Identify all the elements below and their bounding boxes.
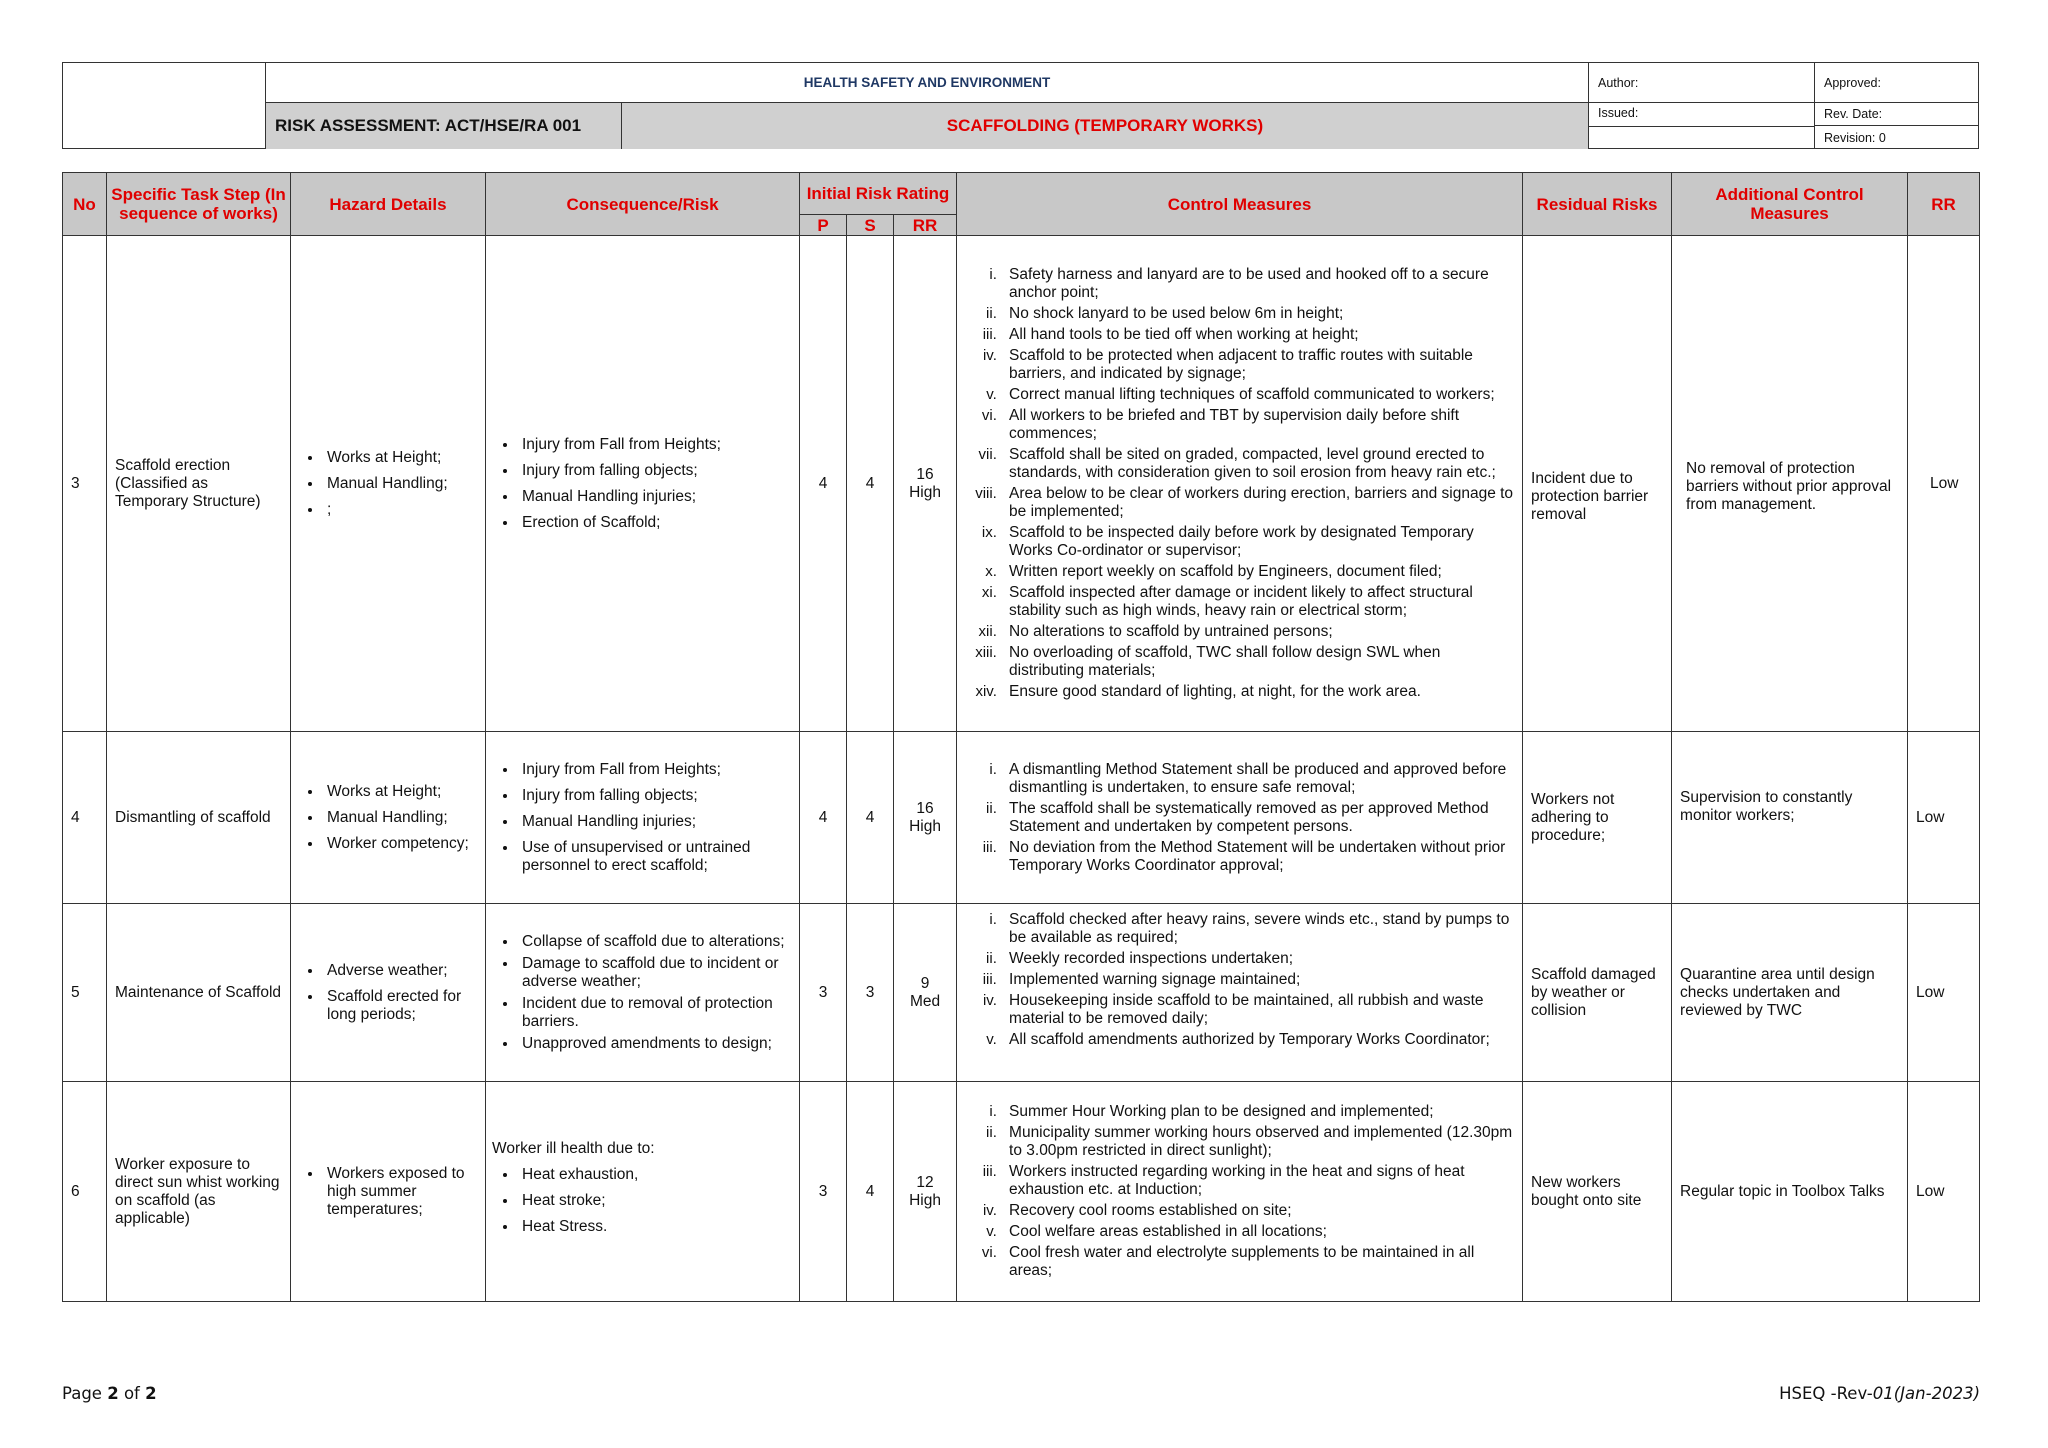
row-consequences — [486, 1082, 800, 1302]
row-controls — [957, 732, 1523, 904]
col-header-initial-risk: Initial Risk Rating — [800, 173, 957, 215]
col-header-task: Specific Task Step (In sequence of works) — [107, 173, 291, 236]
row-task: Worker exposure to direct sun whist working on scaffold (as applicable) — [107, 1082, 291, 1302]
list-item: vii. Scaffold shall be sited on graded, compacted, level ground erected to standards, with consideration given to soil erosion from heavy rain etc.; — [1001, 446, 1516, 482]
list-item: • Workers exposed to high summer temperatures; — [323, 1165, 477, 1219]
list-item: i. Scaffold checked after heavy rains, severe winds etc., stand by pumps to be available as required; — [1001, 911, 1516, 947]
row-p: 3 — [800, 1082, 847, 1302]
list-item: • Collapse of scaffold due to alterations; — [518, 933, 791, 951]
page-of: of — [123, 1384, 140, 1403]
list-item: vi. Cool fresh water and electrolyte supplements to be maintained in all areas; — [1001, 1244, 1516, 1280]
row-additional: Regular topic in Toolbox Talks — [1672, 1082, 1908, 1302]
row-task: Scaffold erection (Classified as Temporary Structure) — [107, 236, 291, 732]
rr-level: High — [909, 817, 941, 835]
page-prefix: Page — [62, 1384, 102, 1403]
col-header-p: P — [800, 215, 847, 236]
row-no: 3 — [63, 236, 107, 732]
hazard-list — [299, 449, 477, 519]
row-rr-final: Low — [1908, 904, 1980, 1082]
row-rr — [894, 236, 957, 732]
col-header-hazard: Hazard Details — [291, 173, 486, 236]
row-rr — [894, 904, 957, 1082]
list-item: • Manual Handling injuries; — [518, 813, 791, 831]
list-item: x. Written report weekly on scaffold by Engineers, document filed; — [1001, 563, 1516, 581]
table-row — [63, 732, 1980, 904]
row-s: 4 — [847, 732, 894, 904]
row-residual: New workers bought onto site — [1523, 1082, 1672, 1302]
list-item: • Adverse weather; — [323, 962, 477, 980]
control-list — [963, 761, 1516, 875]
list-item: • Use of unsupervised or untrained personnel to erect scaffold; — [518, 839, 791, 875]
row-task: Maintenance of Scaffold — [107, 904, 291, 1082]
hazard-list — [299, 783, 477, 853]
document-header — [62, 62, 1979, 149]
list-item: iv. Recovery cool rooms established on site; — [1001, 1202, 1516, 1220]
doc-ref-italic: 01(Jan-2023) — [1872, 1384, 1980, 1403]
row-no: 4 — [63, 732, 107, 904]
list-item: i. Summer Hour Working plan to be designed and implemented; — [1001, 1103, 1516, 1121]
list-item: iii. Implemented warning signage maintained; — [1001, 971, 1516, 989]
page-current: 2 — [107, 1384, 119, 1403]
list-item: • Manual Handling; — [323, 475, 477, 493]
control-list — [963, 1103, 1516, 1280]
row-residual: Workers not adhering to procedure; — [1523, 732, 1672, 904]
list-item: i. A dismantling Method Statement shall be produced and approved before dismantling is undertaken, to ensure safe removal; — [1001, 761, 1516, 797]
list-item: xiii. No overloading of scaffold, TWC shall follow design SWL when distributing materials; — [1001, 644, 1516, 680]
row-consequences — [486, 236, 800, 732]
table-row — [63, 1082, 1980, 1302]
list-item: • Injury from Fall from Heights; — [518, 436, 791, 454]
row-consequences — [486, 904, 800, 1082]
list-item: • Heat Stress. — [518, 1218, 791, 1236]
list-item: ii. Weekly recorded inspections undertaken; — [1001, 950, 1516, 968]
rr-value: 12 — [916, 1173, 934, 1191]
row-additional: No removal of protection barriers without prior approval from management. — [1672, 236, 1908, 732]
list-item: • ; — [323, 501, 477, 519]
list-item: i. Safety harness and lanyard are to be used and hooked off to a secure anchor point; — [1001, 266, 1516, 302]
row-hazards — [291, 236, 486, 732]
row-p: 3 — [800, 904, 847, 1082]
list-item: v. Cool welfare areas established in all locations; — [1001, 1223, 1516, 1241]
risk-assessment-subject: SCAFFOLDING (TEMPORARY WORKS) — [622, 103, 1588, 149]
list-item: • Erection of Scaffold; — [518, 514, 791, 532]
row-s: 4 — [847, 236, 894, 732]
list-item: • Scaffold erected for long periods; — [323, 988, 477, 1024]
row-rr-final: Low — [1908, 236, 1980, 732]
consequence-list — [494, 436, 791, 532]
row-additional: Supervision to constantly monitor workers; — [1672, 732, 1908, 904]
col-header-no: No — [63, 173, 107, 236]
rr-level: High — [909, 483, 941, 501]
row-p: 4 — [800, 236, 847, 732]
approved-field: Approved: — [1815, 63, 1979, 103]
hazard-list — [299, 1165, 477, 1219]
row-additional: Quarantine area until design checks undertaken and reviewed by TWC — [1672, 904, 1908, 1082]
list-item: iii. Workers instructed regarding working in the heat and signs of heat exhaustion etc. at Induction; — [1001, 1163, 1516, 1199]
list-item: • Injury from falling objects; — [518, 462, 791, 480]
col-header-s: S — [847, 215, 894, 236]
hse-title: HEALTH SAFETY AND ENVIRONMENT — [266, 63, 1588, 103]
list-item: • Worker competency; — [323, 835, 477, 853]
col-header-rr-final: RR — [1908, 173, 1980, 236]
row-hazards — [291, 1082, 486, 1302]
row-s: 3 — [847, 904, 894, 1082]
hazard-list — [299, 962, 477, 1024]
page-number — [62, 1384, 157, 1403]
rr-value: 9 — [920, 974, 930, 992]
list-item: iii. All hand tools to be tied off when working at height; — [1001, 326, 1516, 344]
rev-date-field: Rev. Date: — [1815, 103, 1979, 126]
rr-value: 16 — [916, 799, 934, 817]
list-item: ii. Municipality summer working hours observed and implemented (12.30pm to 3.00pm restricted in direct sunlight); — [1001, 1124, 1516, 1160]
risk-assessment-title: RISK ASSESSMENT: ACT/HSE/RA 001 — [266, 103, 622, 149]
doc-ref-plain: HSEQ -Rev- — [1779, 1384, 1873, 1403]
rr-level: Med — [909, 992, 941, 1010]
row-no: 6 — [63, 1082, 107, 1302]
row-rr-final: Low — [1908, 1082, 1980, 1302]
row-residual: Scaffold damaged by weather or collision — [1523, 904, 1672, 1082]
list-item: • Manual Handling; — [323, 809, 477, 827]
consequence-list — [494, 1166, 791, 1236]
col-header-consequence: Consequence/Risk — [486, 173, 800, 236]
list-item: • Damage to scaffold due to incident or adverse weather; — [518, 955, 791, 991]
list-item: ix. Scaffold to be inspected daily before work by designated Temporary Works Co-ordinator or supervisor; — [1001, 524, 1516, 560]
rr-value: 16 — [916, 465, 934, 483]
list-item: • Injury from Fall from Heights; — [518, 761, 791, 779]
row-rr-final: Low — [1908, 732, 1980, 904]
table-row — [63, 236, 1980, 732]
list-item: iii. No deviation from the Method Statement will be undertaken without prior Temporary Works Coordinator approval; — [1001, 839, 1516, 875]
table-row — [63, 904, 1980, 1082]
row-consequences — [486, 732, 800, 904]
row-controls — [957, 904, 1523, 1082]
revision-field: Revision: 0 — [1824, 130, 1886, 145]
list-item: • Manual Handling injuries; — [518, 488, 791, 506]
col-header-rr: RR — [894, 215, 957, 236]
list-item: iv. Scaffold to be protected when adjacent to traffic routes with suitable barriers, and indicated by signage; — [1001, 347, 1516, 383]
list-item: vi. All workers to be briefed and TBT by supervision daily before shift commences; — [1001, 407, 1516, 443]
control-list — [963, 911, 1516, 1049]
col-header-residual: Residual Risks — [1523, 173, 1672, 236]
row-s: 4 — [847, 1082, 894, 1302]
rr-level: High — [909, 1191, 941, 1209]
list-item: v. Correct manual lifting techniques of scaffold communicated to workers; — [1001, 386, 1516, 404]
row-task: Dismantling of scaffold — [107, 732, 291, 904]
list-item: • Injury from falling objects; — [518, 787, 791, 805]
page-total: 2 — [145, 1384, 157, 1403]
list-item: • Unapproved amendments to design; — [518, 1035, 791, 1053]
consequence-list — [494, 761, 791, 875]
list-item: • Works at Height; — [323, 783, 477, 801]
logo-placeholder — [63, 63, 266, 148]
issued-field: Issued: — [1589, 103, 1815, 149]
row-no: 5 — [63, 904, 107, 1082]
row-residual: Incident due to protection barrier removal — [1523, 236, 1672, 732]
list-item: ii. No shock lanyard to be used below 6m in height; — [1001, 305, 1516, 323]
row-controls — [957, 236, 1523, 732]
list-item: • Heat stroke; — [518, 1192, 791, 1210]
list-item: ii. The scaffold shall be systematically removed as per approved Method Statement and undertaken by competent persons. — [1001, 800, 1516, 836]
document-reference — [1779, 1384, 1980, 1403]
issued-divider — [1589, 126, 1815, 127]
risk-assessment-table — [62, 172, 1980, 1302]
author-field: Author: — [1589, 63, 1815, 103]
row-p: 4 — [800, 732, 847, 904]
list-item: v. All scaffold amendments authorized by Temporary Works Coordinator; — [1001, 1031, 1516, 1049]
control-list — [963, 266, 1516, 701]
list-item: iv. Housekeeping inside scaffold to be maintained, all rubbish and waste material to be removed daily; — [1001, 992, 1516, 1028]
list-item: • Incident due to removal of protection barriers. — [518, 995, 791, 1031]
consequence-intro: Worker ill health due to: — [492, 1139, 655, 1157]
list-item: • Heat exhaustion, — [518, 1166, 791, 1184]
col-header-additional: Additional Control Measures — [1672, 173, 1908, 236]
row-rr — [894, 732, 957, 904]
consequence-list — [494, 933, 791, 1053]
row-rr — [894, 1082, 957, 1302]
row-hazards — [291, 732, 486, 904]
col-header-control: Control Measures — [957, 173, 1523, 236]
document-meta — [1588, 63, 1978, 148]
list-item: viii. Area below to be clear of workers during erection, barriers and signage to be implemented; — [1001, 485, 1516, 521]
row-controls — [957, 1082, 1523, 1302]
list-item: xii. No alterations to scaffold by untrained persons; — [1001, 623, 1516, 641]
row-hazards — [291, 904, 486, 1082]
list-item: • Works at Height; — [323, 449, 477, 467]
list-item: xi. Scaffold inspected after damage or incident likely to affect structural stability such as high winds, heavy rain or electrical storm; — [1001, 584, 1516, 620]
list-item: xiv. Ensure good standard of lighting, at night, for the work area. — [1001, 683, 1516, 701]
